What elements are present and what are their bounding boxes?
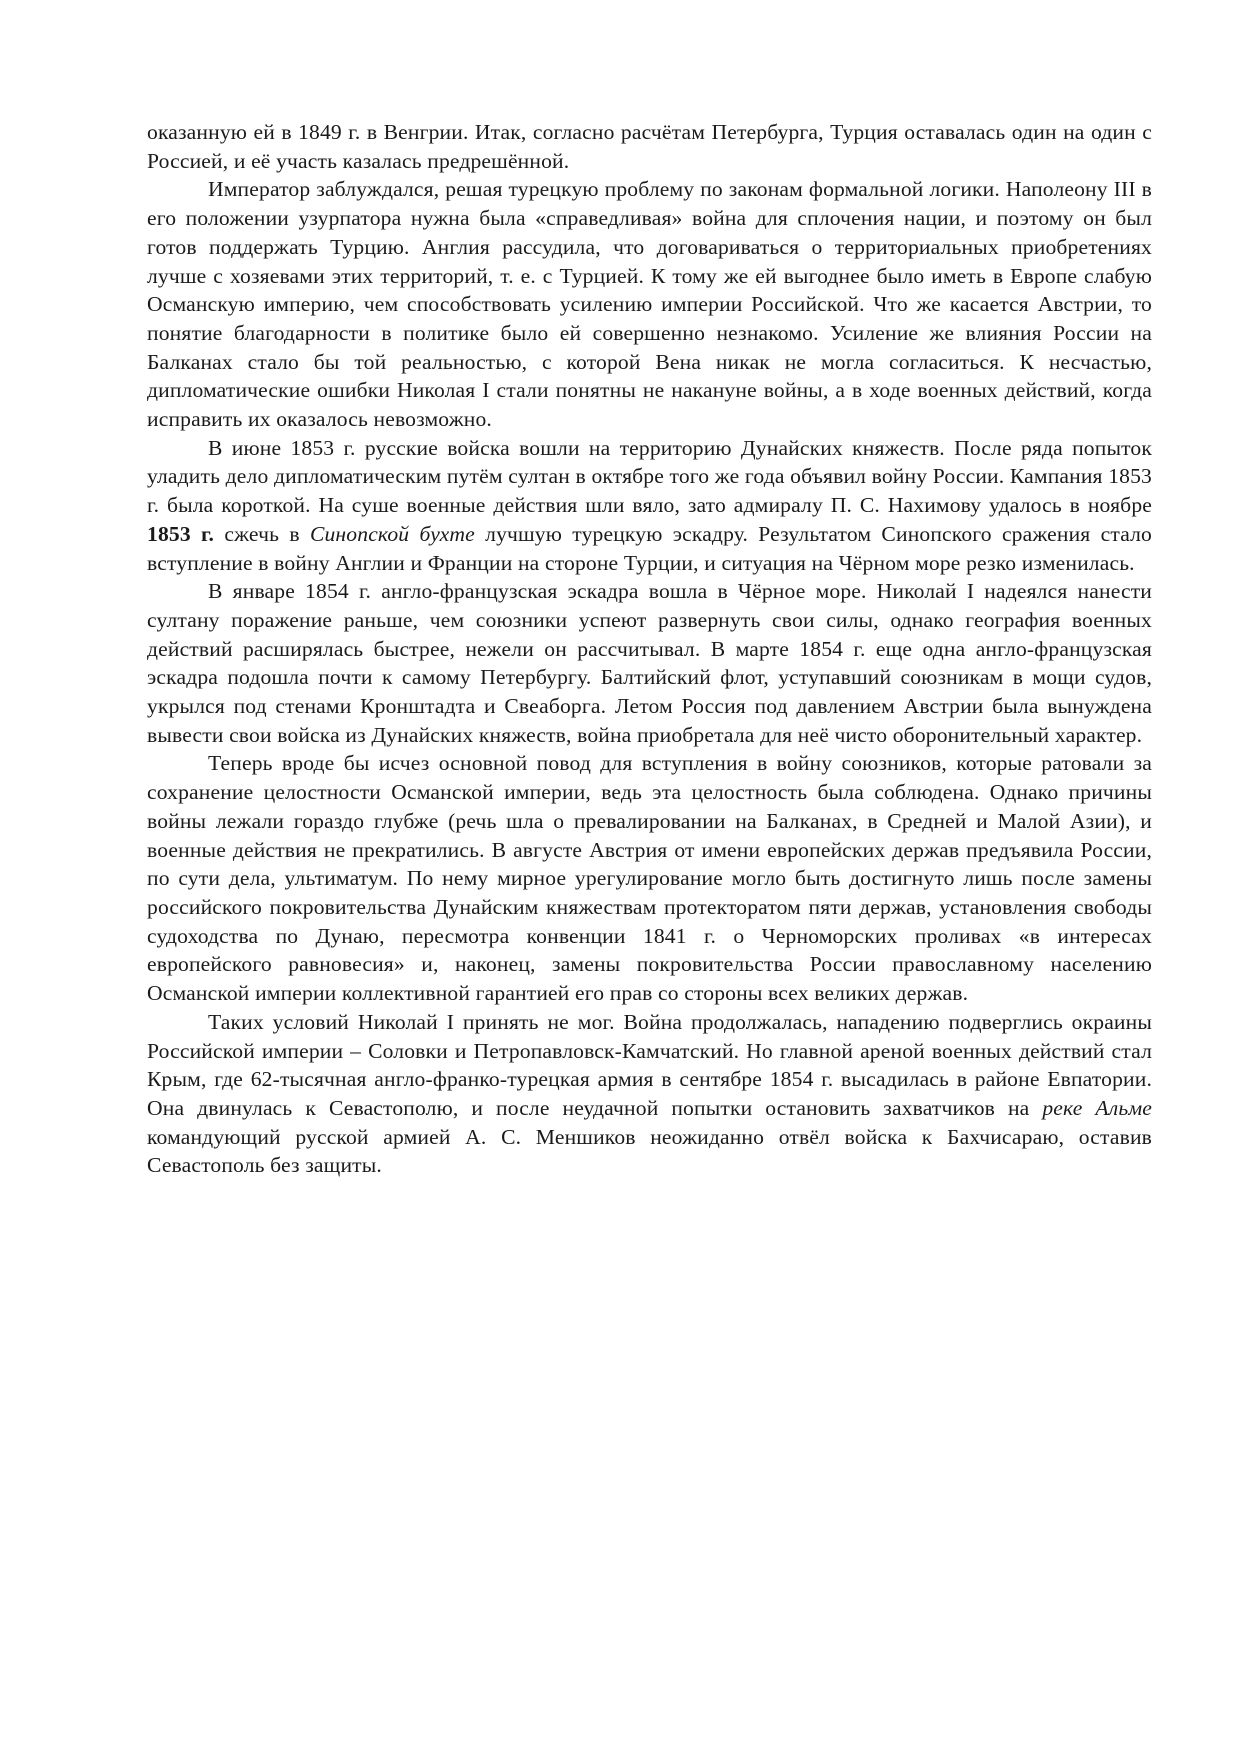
paragraph-2-text: Император заблуждался, решая турецкую проблему по законам формальной логики. Наполеону III в его положении узурпатора нужна была «справедливая» война для сплочения нации, и поэтому он был готов поддержать Турцию. Англия рассудила, что договариваться о территориальных приобретениях лучше с хозяевами этих территорий, т. е. с Турцией. К тому же ей выгоднее было иметь в Европе слабую Османскую империю, чем способствовать усилению империи Российской. Что же касается Австрии, то понятие благодарности в политике было ей совершенно незнакомо. Усиление же влияния России на Балканах стало бы той реальностью, с которой Вена никак не могла согласиться. К несчастью, дипломатические ошибки Николая I стали понятны не накануне войны, а в ходе военных действий, когда исправить их оказалось невозможно. — [147, 177, 1152, 432]
paragraph-6-italic-place: реке Альме — [1042, 1095, 1152, 1120]
paragraph-4-text: В январе 1854 г. англо-французская эскадра вошла в Чёрное море. Николай I надеялся нанести султану поражение раньше, чем союзники успеют развернуть свои силы, однако география военных действий расширялась быстрее, нежели он рассчитывал. В марте 1854 г. еще одна англо-французская эскадра подошла почти к самому Петербургу. Балтийский флот, уступавший союзникам в мощи судов, укрылся под стенами Кронштадта и Свеаборга. Летом Россия под давлением Австрии была вынуждена вывести свои войска из Дунайских княжеств, война приобретала для неё чисто оборонительный характер. — [147, 579, 1152, 747]
paragraph-5 — [147, 749, 1152, 1007]
paragraph-6 — [147, 1008, 1152, 1180]
paragraph-3-text-b: сжечь в — [214, 521, 310, 546]
document-page — [147, 118, 1152, 1180]
paragraph-2 — [147, 175, 1152, 433]
paragraph-1 — [147, 118, 1152, 175]
paragraph-1-text: оказанную ей в 1849 г. в Венгрии. Итак, согласно расчётам Петербурга, Турция оставалась один на один с Россией, и её участь казалась предрешённой. — [147, 120, 1152, 173]
paragraph-3 — [147, 434, 1152, 578]
paragraph-6-text-a: Таких условий Николай I принять не мог. Война продолжалась, нападению подверглись окраины Российской империи – Соловки и Петропавловск-Камчатский. Но главной ареной военных действий стал Крым, где 62-тысячная англо-франко-турецкая армия в сентябре 1854 г. высадилась в районе Евпатории. Она двинулась к Севастополю, и после неудачной попытки остановить захватчиков на — [147, 1009, 1152, 1120]
paragraph-3-bold-year: 1853 г. — [147, 521, 215, 546]
paragraph-3-text-a: В июне 1853 г. русские войска вошли на территорию Дунайских княжеств. После ряда попыток уладить дело дипломатическим путём султан в октябре того же года объявил войну России. Кампания 1853 г. была короткой. На суше военные действия шли вяло, зато адмиралу П. С. Нахимову удалось в ноябре — [147, 435, 1152, 518]
paragraph-3-italic-place: Синопской бухте — [309, 521, 475, 546]
paragraph-3-text-c: лучшую турецкую эскадру. Результатом Синопского сражения стало вступление в войну Англии и Франции на стороне Турции, и ситуация на Чёрном море резко изменилась. — [147, 521, 1153, 575]
paragraph-5-text: Теперь вроде бы исчез основной повод для вступления в войну союзников, которые ратовали за сохранение целостности Османской империи, ведь эта целостность была соблюдена. Однако причины войны лежали гораздо глубже (речь шла о превалировании на Балканах, в Средней и Малой Азии), и военные действия не прекратились. В августе Австрия от имени европейских держав предъявила России, по сути дела, ультиматум. По нему мирное урегулирование могло быть достигнуто лишь после замены российского покровительства Дунайским княжествам протекторатом пяти держав, установления свободы судоходства по Дунаю, пересмотра конвенции 1841 г. о Черноморских проливах «в интересах европейского равновесия» и, наконец, замены покровительства России православному населению Османской империи коллективной гарантией его прав со стороны всех великих держав. — [147, 751, 1152, 1006]
paragraph-4 — [147, 577, 1152, 749]
paragraph-6-text-b: командующий русской армией А. С. Меншиков неожиданно отвёл войска к Бахчисараю, оставив Севастополь без защиты. — [147, 1124, 1152, 1178]
